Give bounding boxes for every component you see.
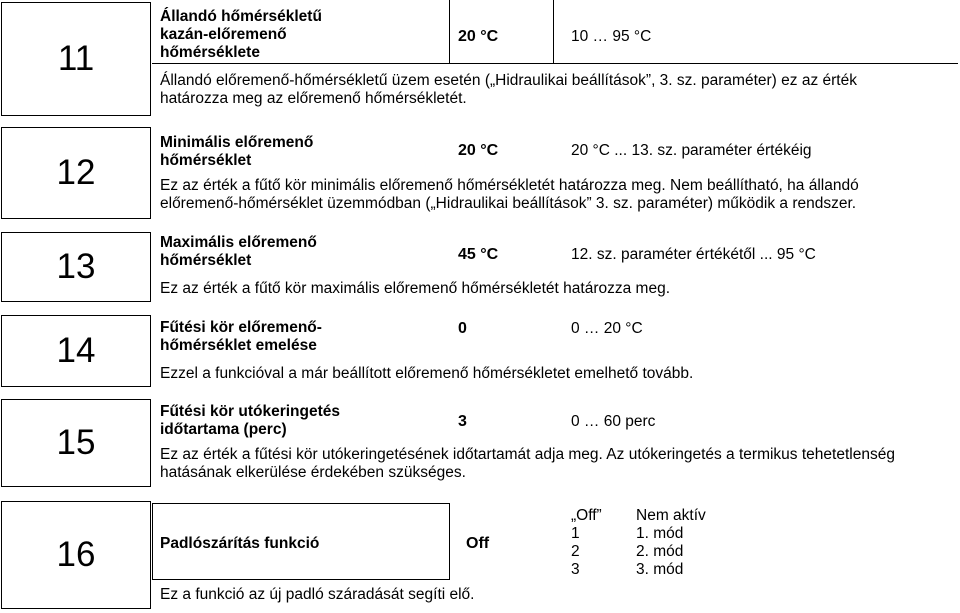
param-name: Maximális előremenő hőmérséklet bbox=[160, 234, 317, 269]
value-range: 0 … 20 °C bbox=[571, 320, 643, 337]
param-name: Padlószárítás funkció bbox=[160, 535, 320, 552]
divider bbox=[152, 503, 153, 580]
divider bbox=[449, 503, 450, 580]
param-number: 11 bbox=[1, 2, 151, 116]
param-number: 12 bbox=[1, 127, 151, 219]
default-value: 45 °C bbox=[458, 246, 499, 263]
param-row-14 bbox=[0, 312, 960, 390]
option-code: 3 bbox=[571, 561, 580, 578]
param-name: Fűtési kör előremenő- hőmérséklet emelése bbox=[160, 319, 322, 354]
param-description: Ezzel a funkcióval a már beállított előremenő hőmérsékletet emelhető tovább. bbox=[160, 365, 694, 382]
default-value: 20 °C bbox=[458, 142, 499, 159]
divider bbox=[152, 579, 449, 580]
value-range: 12. sz. paraméter értékétől ... 95 °C bbox=[571, 246, 816, 263]
option-label: Nem aktív bbox=[636, 507, 706, 524]
default-value: 3 bbox=[458, 413, 467, 430]
param-description: Állandó előremenő-hőmérsékletű üzem esetén („Hidraulikai beállítások”, 3. sz. paraméter) ez az érték határozza meg az előremenő hőmérsékletét. bbox=[160, 72, 857, 107]
value-range: 20 °C ... 13. sz. paraméter értékéig bbox=[571, 142, 812, 159]
divider bbox=[553, 0, 554, 63]
param-row-13 bbox=[0, 229, 960, 305]
divider bbox=[152, 503, 449, 504]
value-range: 0 … 60 perc bbox=[571, 413, 656, 430]
value-range: 10 … 95 °C bbox=[571, 28, 652, 45]
param-description: Ez az érték a fűtő kör maximális előremenő hőmérsékletét határozza meg. bbox=[160, 280, 671, 297]
param-description: Ez az érték a fűtő kör minimális előremenő hőmérsékletét határozza meg. Nem beállítható, ha állandó előremenő-hőmérséklet üzemmódban („Hidraulikai beállítások” 3. sz. paraméter) működik a rendszer. bbox=[160, 177, 859, 212]
option-code: 2 bbox=[571, 543, 580, 560]
param-description: Ez a funkció az új padló száradását segíti elő. bbox=[160, 586, 475, 603]
option-label: 1. mód bbox=[636, 525, 684, 542]
param-row-11 bbox=[0, 0, 960, 118]
param-name: Fűtési kör utókeringetés időtartama (perc) bbox=[160, 403, 341, 438]
param-row-12 bbox=[0, 124, 960, 224]
param-name: Állandó hőmérsékletű kazán-előremenő hőmérséklete bbox=[160, 8, 322, 61]
divider bbox=[152, 63, 958, 64]
option-label: 2. mód bbox=[636, 543, 684, 560]
default-value: 0 bbox=[458, 320, 467, 337]
option-code: „Off” bbox=[571, 507, 602, 524]
param-number: 13 bbox=[1, 232, 151, 302]
option-label: 3. mód bbox=[636, 561, 684, 578]
param-description: Ez az érték a fűtési kör utókeringetésének időtartamát adja meg. Az utókeringetés a termikus tehetetlenség hatásának elkerülése érdekében szükséges. bbox=[160, 446, 895, 481]
divider bbox=[449, 0, 450, 63]
param-number: 16 bbox=[1, 501, 151, 609]
default-value: 20 °C bbox=[458, 28, 499, 45]
param-number: 15 bbox=[1, 399, 151, 487]
option-code: 1 bbox=[571, 525, 580, 542]
param-row-15 bbox=[0, 396, 960, 490]
param-number: 14 bbox=[1, 315, 151, 387]
param-name: Minimális előremenő hőmérséklet bbox=[160, 134, 314, 169]
default-value: Off bbox=[466, 535, 490, 552]
param-row-16 bbox=[0, 498, 960, 611]
